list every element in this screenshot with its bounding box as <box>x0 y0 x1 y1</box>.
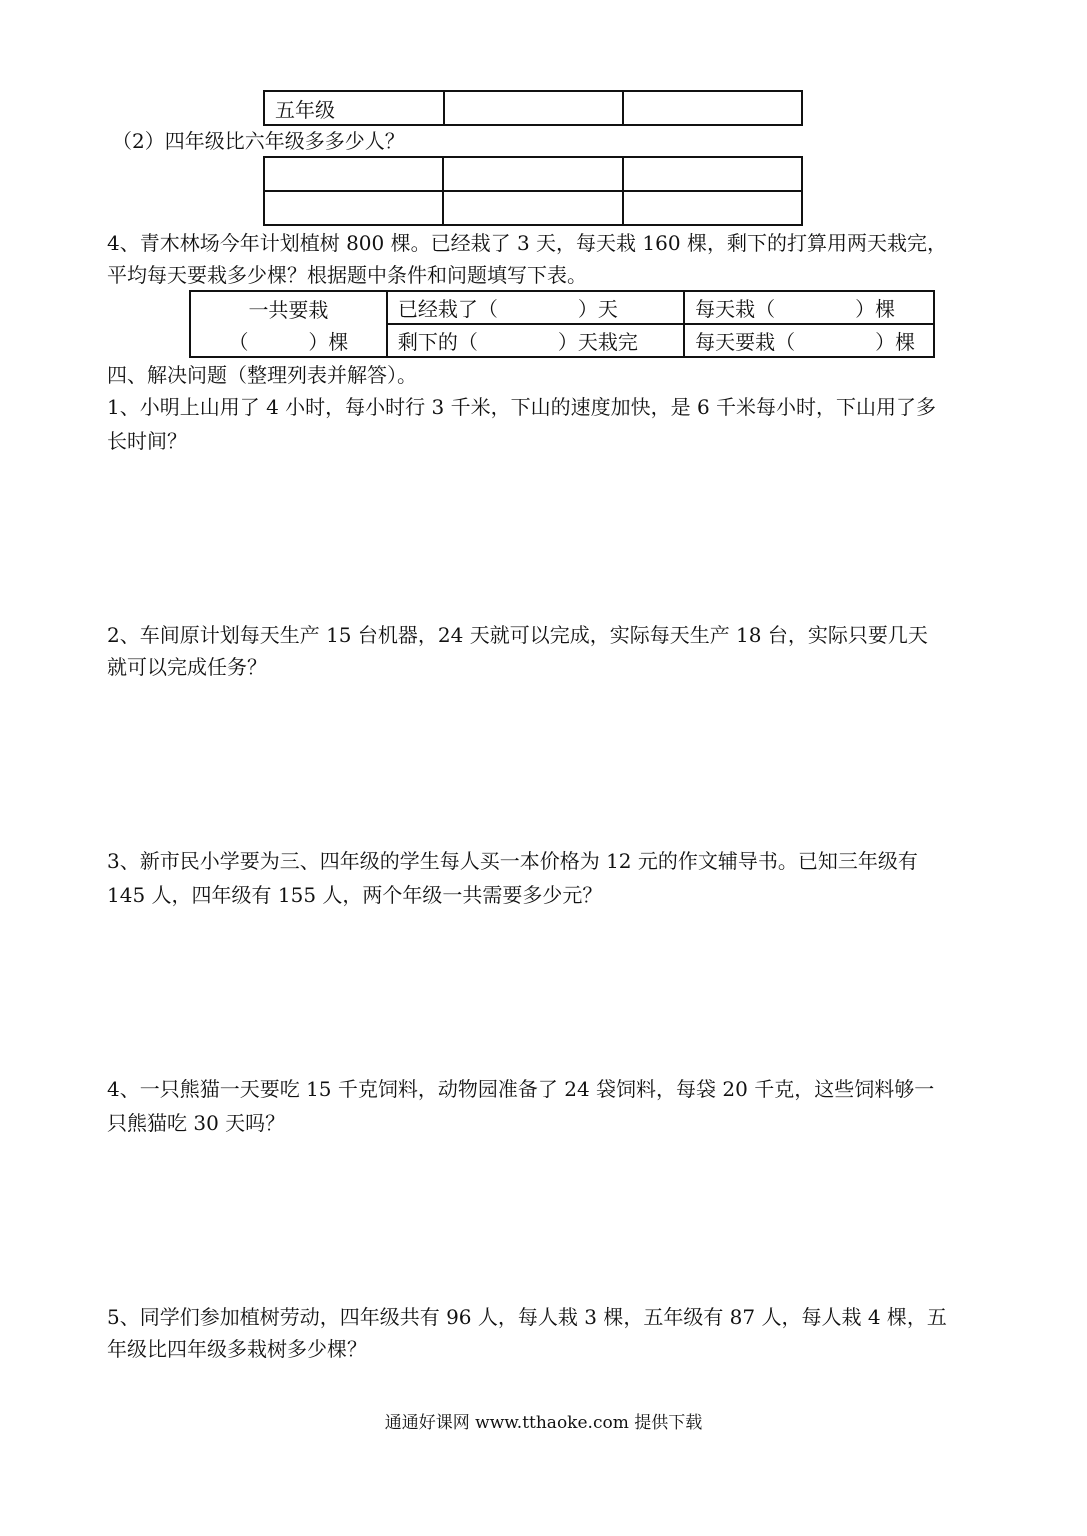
table-cell <box>623 157 802 191</box>
problem-4-line1: 4、一只熊猫一天要吃 15 千克饲料，动物园准备了 24 袋饲料，每袋 20 千克，这些饲料够一 <box>107 1077 935 1101</box>
table-row <box>264 191 802 225</box>
table-cell <box>623 91 802 125</box>
table-cell: 五年级 <box>264 91 444 125</box>
table-cell <box>443 191 622 225</box>
table-cell: 剩下的（ ）天栽完 <box>387 324 684 357</box>
problem-4-line2: 只熊猫吃 30 天吗？ <box>107 1111 286 1135</box>
problem-3-line1: 3、新市民小学要为三、四年级的学生每人买一本价格为 12 元的作文辅导书。已知三年级有 <box>107 849 918 873</box>
problem-3-line2: 145 人，四年级有 155 人，两个年级一共需要多少元？ <box>107 883 603 907</box>
question-2-text: （2）四年级比六年级多多少人？ <box>112 129 405 153</box>
table-cell <box>443 157 622 191</box>
problem-5-line1: 5、同学们参加植树劳动，四年级共有 96 人，每人栽 3 棵，五年级有 87 人，每人栽 4 棵，五 <box>107 1305 947 1329</box>
problem-2-line1: 2、车间原计划每天生产 15 台机器，24 天就可以完成，实际每天生产 18 台，实际只要几天 <box>107 623 928 647</box>
problem-1-line1: 1、小明上山用了 4 小时，每小时行 3 千米，下山的速度加快，是 6 千米每小时，下山用了多 <box>107 395 937 419</box>
table-cell: 一共要栽 <box>190 291 387 324</box>
table-cell: 每天栽（ ）棵 <box>684 291 934 324</box>
problem-2-line2: 就可以完成任务？ <box>107 655 267 679</box>
problem-1-line2: 长时间？ <box>107 429 187 453</box>
table-row <box>190 291 934 324</box>
section-4-title: 四、解决问题（整理列表并解答）。 <box>107 363 417 387</box>
page-footer: 通通好课网 www.tthaoke.com 提供下载 <box>384 1413 703 1433</box>
question-4-line2: 平均每天要栽多少棵？根据题中条件和问题填写下表。 <box>107 263 587 287</box>
table-cell: 每天要栽（ ）棵 <box>684 324 934 357</box>
table-cell <box>623 191 802 225</box>
table-row <box>264 157 802 191</box>
grade-table-continued <box>263 90 803 126</box>
table-cell <box>264 191 443 225</box>
q2-blank-table <box>263 156 803 226</box>
table-row <box>190 324 934 357</box>
table-cell: （ ）棵 <box>190 324 387 357</box>
table-cell: 已经栽了（ ）天 <box>387 291 684 324</box>
table-cell <box>444 91 623 125</box>
q4-fill-table <box>189 290 935 358</box>
table-cell <box>264 157 443 191</box>
problem-5-line2: 年级比四年级多栽树多少棵？ <box>107 1337 367 1361</box>
table-row <box>264 91 802 125</box>
question-4-line1: 4、青木林场今年计划植树 800 棵。已经栽了 3 天，每天栽 160 棵，剩下的打算用两天栽完， <box>107 231 947 255</box>
